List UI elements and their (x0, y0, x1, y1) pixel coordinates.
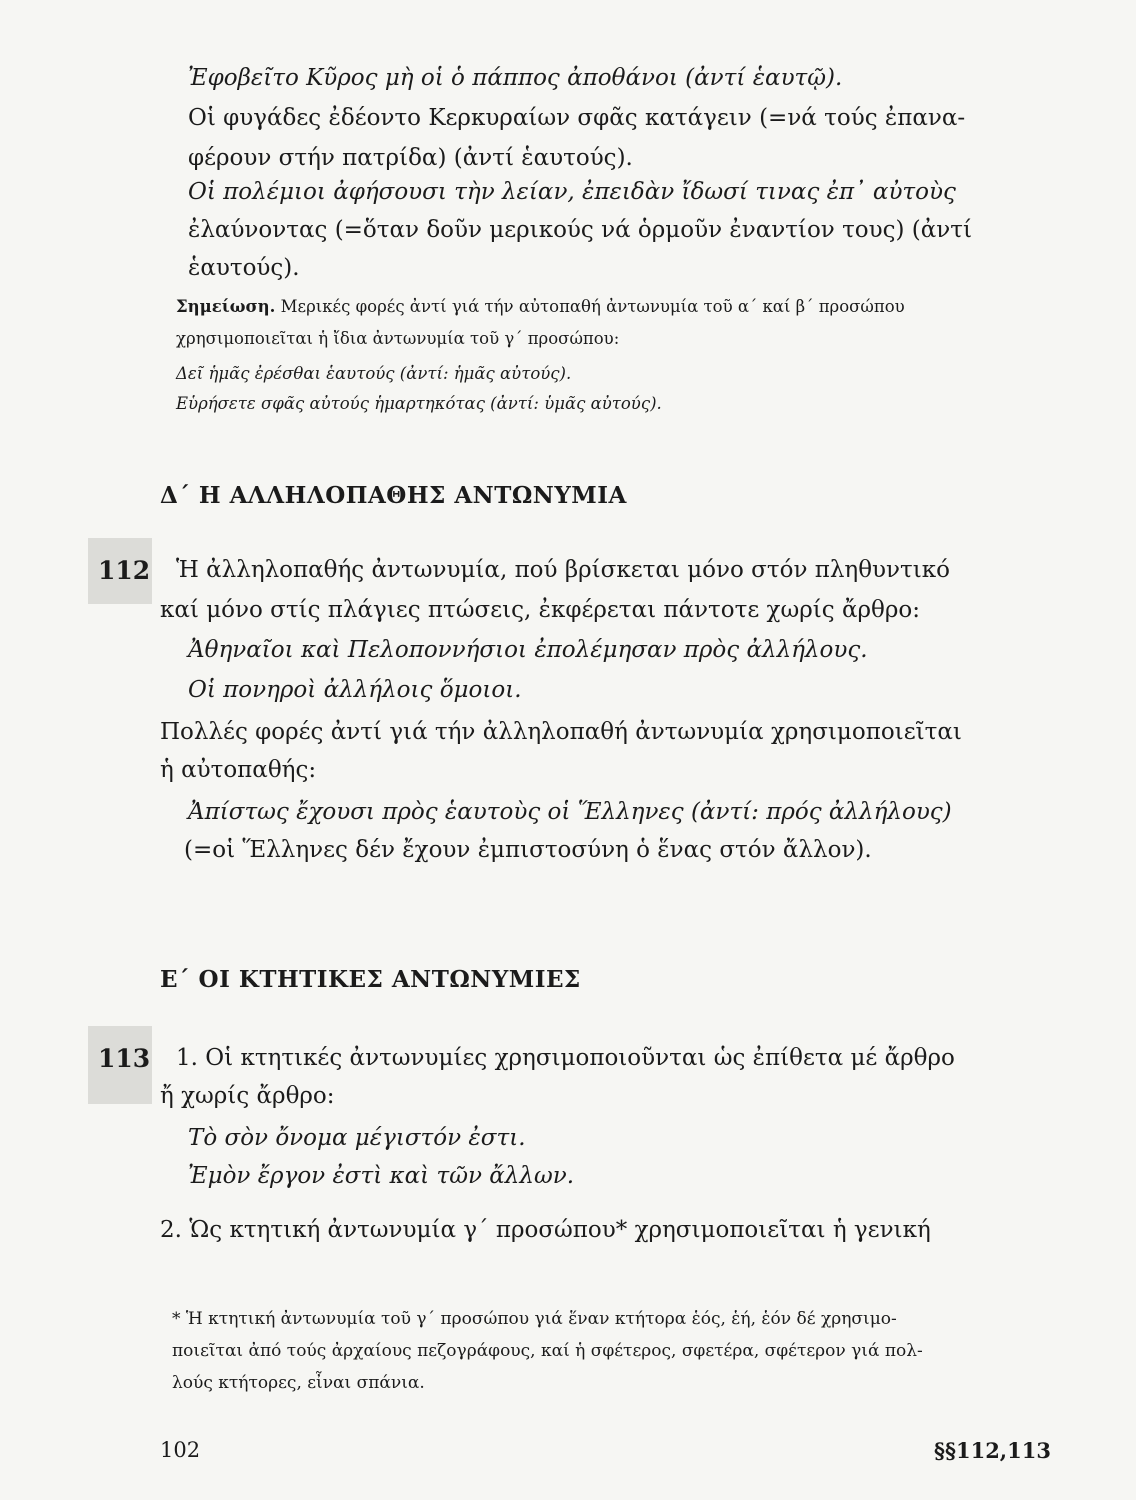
section-range: §§112,113 (934, 1438, 1051, 1463)
example-line: Τὸ σὸν ὄνομα μέγιστόν ἐστι. (188, 1125, 526, 1151)
example-line: Οἱ πονηροὶ ἀλλήλοις ὅμοιοι. (188, 677, 522, 703)
note-label: Σημείωση. (176, 297, 276, 316)
footnote-line: λούς κτήτορες, εἶναι σπάνια. (172, 1373, 425, 1393)
example-line: Ἐφοβεῖτο Κῦρος μὴ οἱ ὁ πάππος ἀποθάνοι (ἀντί ἑαυτῷ). (188, 65, 843, 91)
paragraph-line: 2. Ὡς κτητική ἀντωνυμία γ΄ προσώπου* χρησιμοποιεῖται ἡ γενική (160, 1217, 931, 1243)
example-line: φέρουν στήν πατρίδα) (ἀντί ἑαυτούς). (188, 145, 633, 171)
section-number: 112 (98, 556, 151, 585)
paragraph-line: Πολλές φορές ἀντί γιά τήν ἀλληλοπαθή ἀντωνυμία χρησιμοποιεῖται (160, 719, 962, 745)
section-heading: Ε΄ ΟΙ ΚΤΗΤΙΚΕΣ ΑΝΤΩΝΥΜΙΕΣ (160, 966, 581, 993)
example-line: Οἱ πολέμιοι ἀφήσουσι τὴν λείαν, ἐπειδὰν ἴδωσί τινας ἐπ᾽ αὐτοὺς (188, 179, 956, 205)
example-line: Οἱ φυγάδες ἐδέοντο Κερκυραίων σφᾶς κατάγειν (=νά τούς ἐπανα- (188, 105, 966, 131)
example-line: Ἀπίστως ἔχουσι πρὸς ἑαυτοὺς οἱ Ἕλληνες (ἀντί: πρός ἀλλήλους) (188, 799, 952, 825)
note-text: Μερικές φορές ἀντί γιά τήν αὐτοπαθή ἀντωνυμία τοῦ α΄ καί β΄ προσώπου (280, 297, 905, 316)
example-line: ἐλαύνοντας (=ὅταν δοῦν μερικούς νά ὁρμοῦν ἐναντίον τους) (ἀντί (188, 217, 973, 243)
paragraph-line: ἡ αὐτοπαθής: (160, 757, 317, 783)
note-line: χρησιμοποιεῖται ἡ ἴδια ἀντωνυμία τοῦ γ΄ προσώπου: (176, 329, 620, 348)
note-line (176, 296, 905, 318)
paragraph-line: Ἡ ἀλληλοπαθής ἀντωνυμία, πού βρίσκεται μόνο στόν πληθυντικό (176, 557, 950, 583)
note-example: Δεῖ ἡμᾶς ἐρέσθαι ἑαυτούς (ἀντί: ἡμᾶς αὐτούς). (176, 364, 572, 383)
page-number: 102 (160, 1438, 201, 1462)
paragraph-line: καί μόνο στίς πλάγιες πτώσεις, ἐκφέρεται πάντοτε χωρίς ἄρθρο: (160, 597, 920, 623)
section-number: 113 (98, 1044, 151, 1073)
example-line: Ἐμὸν ἔργον ἐστὶ καὶ τῶν ἄλλων. (188, 1163, 575, 1189)
example-line: Ἀθηναῖοι καὶ Πελοποννήσιοι ἐπολέμησαν πρὸς ἀλλήλους. (188, 637, 868, 663)
example-line: (=οἱ Ἕλληνες δέν ἔχουν ἐμπιστοσύνη ὁ ἕνας στόν ἄλλον). (184, 837, 872, 863)
paragraph-line: ἤ χωρίς ἄρθρο: (160, 1083, 335, 1109)
footnote-line: * Ἡ κτητική ἀντωνυμία τοῦ γ΄ προσώπου γιά ἕναν κτήτορα ἑός, ἑή, ἑόν δέ χρησιμο- (172, 1309, 897, 1329)
footnote-line: ποιεῖται ἀπό τούς ἀρχαίους πεζογράφους, καί ἡ σφέτερος, σφετέρα, σφέτερον γιά πολ- (172, 1341, 923, 1361)
example-line: ἑαυτούς). (188, 255, 300, 281)
paragraph-line: 1. Οἱ κτητικές ἀντωνυμίες χρησιμοποιοῦνται ὡς ἐπίθετα μέ ἄρθρο (176, 1045, 955, 1071)
note-example: Εὑρήσετε σφᾶς αὐτούς ἡμαρτηκότας (ἀντί: ὑμᾶς αὐτούς). (176, 394, 662, 413)
section-heading: Δ΄ Η ΑΛΛΗΛΟΠΑΘΗΣ ΑΝΤΩΝΥΜΙΑ (160, 482, 627, 509)
